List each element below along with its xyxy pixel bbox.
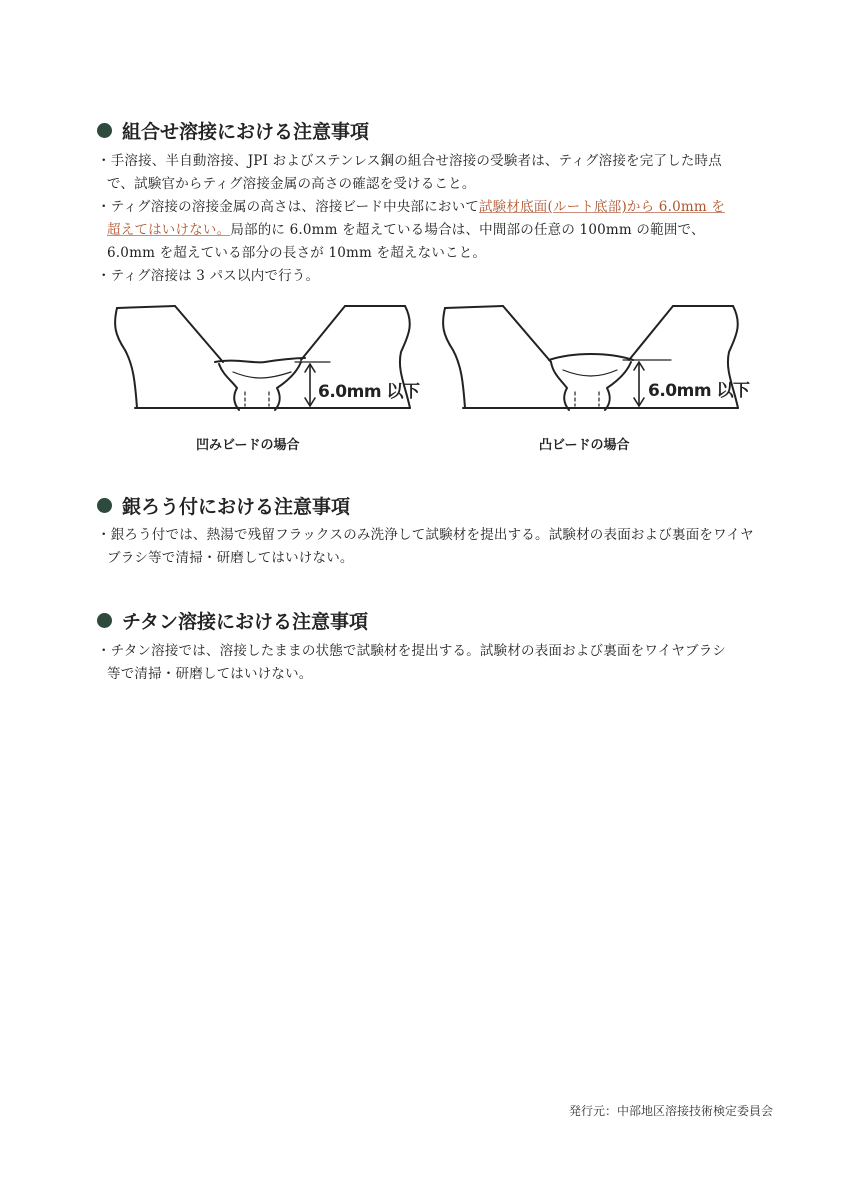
convex-bead-drawing [433,300,753,420]
dimension-label: 6.0mm 以下 [318,382,420,402]
section-title: 組合せ溶接における注意事項 [122,121,370,143]
bullet-dot-icon [97,498,112,513]
diagram-caption: 凸ビードの場合 [539,438,630,453]
section-title: チタン溶接における注意事項 [122,611,369,633]
note-line: ・手溶接、半自動溶接、JPI およびステンレス鋼の組合せ溶接の受験者は、ティグ溶接を完了した時点 [97,153,722,169]
concave-bead-drawing [105,300,425,420]
section-title: 銀ろう付における注意事項 [122,496,351,518]
dimension-label: 6.0mm 以下 [648,381,750,401]
note-line-with-highlight [97,196,787,219]
section-heading-combination-welding [97,117,369,144]
note-text: 局部的に 6.0mm を超えている場合は、中間部の任意の 100mm の範囲で、 [230,222,705,238]
convex-bead-diagram [433,300,753,420]
note-line: ・銀ろう付では、熱湯で残留フラックスのみ洗浄して試験材を提出する。試験材の表面および裏面をワイヤ [97,527,754,543]
highlighted-requirement: 試験材底面(ルート底部)から 6.0mm を [478,199,726,215]
silver-brazing-notes [97,524,787,570]
note-text: ・ティグ溶接の溶接金属の高さは、溶接ビード中央部において [97,199,479,215]
note-line: ブラシ等で清掃・研磨してはいけない。 [107,550,354,566]
bullet-dot-icon [97,613,112,628]
bullet-dot-icon [97,123,112,138]
concave-bead-diagram [105,300,425,420]
note-line: で、試験官からティグ溶接金属の高さの確認を受けること。 [107,176,476,192]
section-heading-silver-brazing [97,492,350,519]
publisher-footer: 発行元：中部地区溶接技術検定委員会 [568,1104,773,1118]
note-line: 等で清掃・研磨してはいけない。 [107,666,313,682]
note-line-with-highlight [97,219,787,242]
note-line: ・ティグ溶接は 3 パス以内で行う。 [97,268,320,284]
combination-welding-notes [97,150,787,288]
diagram-caption: 凹みビードの場合 [196,438,300,453]
note-line: ・チタン溶接では、溶接したままの状態で試験材を提出する。試験材の表面および裏面をワイヤブラシ [97,643,727,659]
titanium-welding-notes [97,640,787,686]
note-line: 6.0mm を超えている部分の長さが 10mm を超えないこと。 [107,245,487,261]
highlighted-requirement: 超えてはいけない。 [107,222,231,238]
section-heading-titanium-welding [97,607,368,634]
